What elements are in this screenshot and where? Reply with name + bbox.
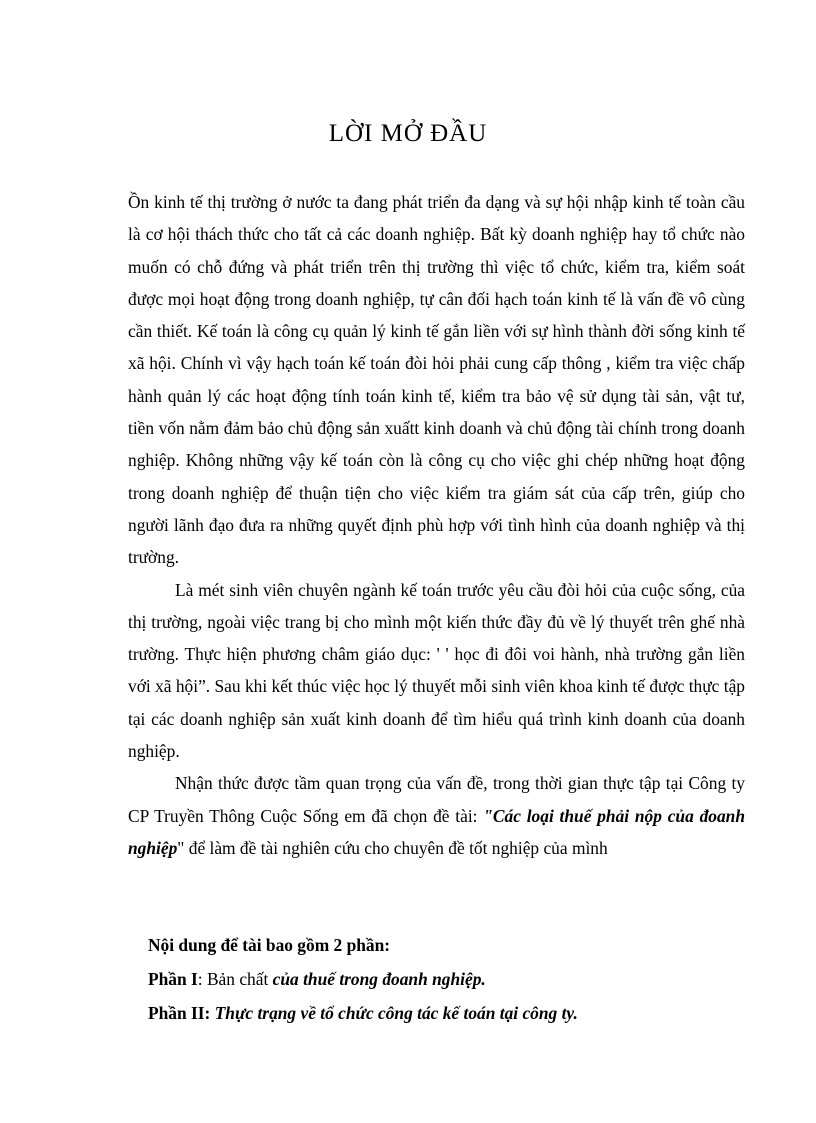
outline-heading: Nội dung để tài bao gồm 2 phần: xyxy=(148,935,391,955)
body-text xyxy=(128,186,745,864)
part-1-text: : Bản chất xyxy=(197,969,273,989)
part-1-label: Phần I xyxy=(148,969,198,989)
paragraph-topic xyxy=(128,767,745,864)
paragraph-student: Là mét sinh viên chuyên ngành kế toán trước yêu cầu đòi hỏi của cuộc sống, của thị trường, ngoài việc trang bị cho mình một kiến thức đầy đủ về lý thuyết trên ghế nhà trường. Thực hiện phương châm giáo dục: ' ' học đi đôi voi hành, nhà trường gắn liền với xã hội”. Sau khi kết thúc việc học lý thuyết mỗi sinh viên khoa kinh tế được thực tập tại các doanh nghiệp sản xuất kinh doanh để tìm hiểu quá trình kinh doanh của doanh nghiệp. xyxy=(128,579,745,762)
content-outline xyxy=(148,928,578,1030)
topic-lead-text: Nhận thức được tầm quan trọng của vấn đề, trong thời gian thực tập tại Công ty CP Truyền Thông Cuộc Sống em đã chọn đề tài: xyxy=(128,773,745,826)
part-1-title: của thuế trong đoanh nghiệp. xyxy=(272,969,486,989)
topic-title: "Các loại thuế phải nộp của đoanh nghiệp xyxy=(128,805,745,858)
outline-part-1 xyxy=(148,962,578,996)
outline-part-2 xyxy=(148,996,578,1030)
part-2-label: Phần II: xyxy=(148,1003,215,1023)
paragraph-intro: Ồn kinh tế thị trường ở nước ta đang phát triển đa dạng và sự hội nhập kinh tế toàn cầu là cơ hội thách thức cho tất cả các doanh nghiệp. Bất kỳ doanh nghiệp hay tổ chức nào muốn có chỗ đứng và phát triển trên thị trường thì việc tổ chức, kiểm tra, kiểm soát được mọi hoạt động trong doanh nghiệp, tự cân đối hạch toán kinh tế là vấn đề vô cùng cần thiết. Kế toán là công cụ quản lý kinh tế gắn liền với sự hình thành đời sống kinh tế xã hội. Chính vì vậy hạch toán kế toán đòi hỏi phải cung cấp thông , kiểm tra việc chấp hành quản lý các hoạt động tính toán kinh tế, kiểm tra bảo vệ sử dụng tài sản, vật tư, tiền vốn nằm đảm bảo chủ động sản xuấtt kinh doanh và chủ động tài chính trong doanh nghiệp. Không những vậy kế toán còn là công cụ cho việc ghi chép những hoạt động trong doanh nghiệp để thuận tiện cho việc kiểm tra giám sát của cấp trên, giúp cho người lãnh đạo đưa ra những quyết định phù hợp với tình hình của doanh nghiệp và thị trường. xyxy=(128,192,745,568)
page-title: LỜI MỞ ĐẦU xyxy=(328,120,488,147)
topic-tail-text: " để làm đề tài nghiên cứu cho chuyên đề tốt nghiệp của mình xyxy=(177,837,608,858)
part-2-title: Thực trạng về tổ chức công tác kế toán tại công ty. xyxy=(214,1003,578,1023)
